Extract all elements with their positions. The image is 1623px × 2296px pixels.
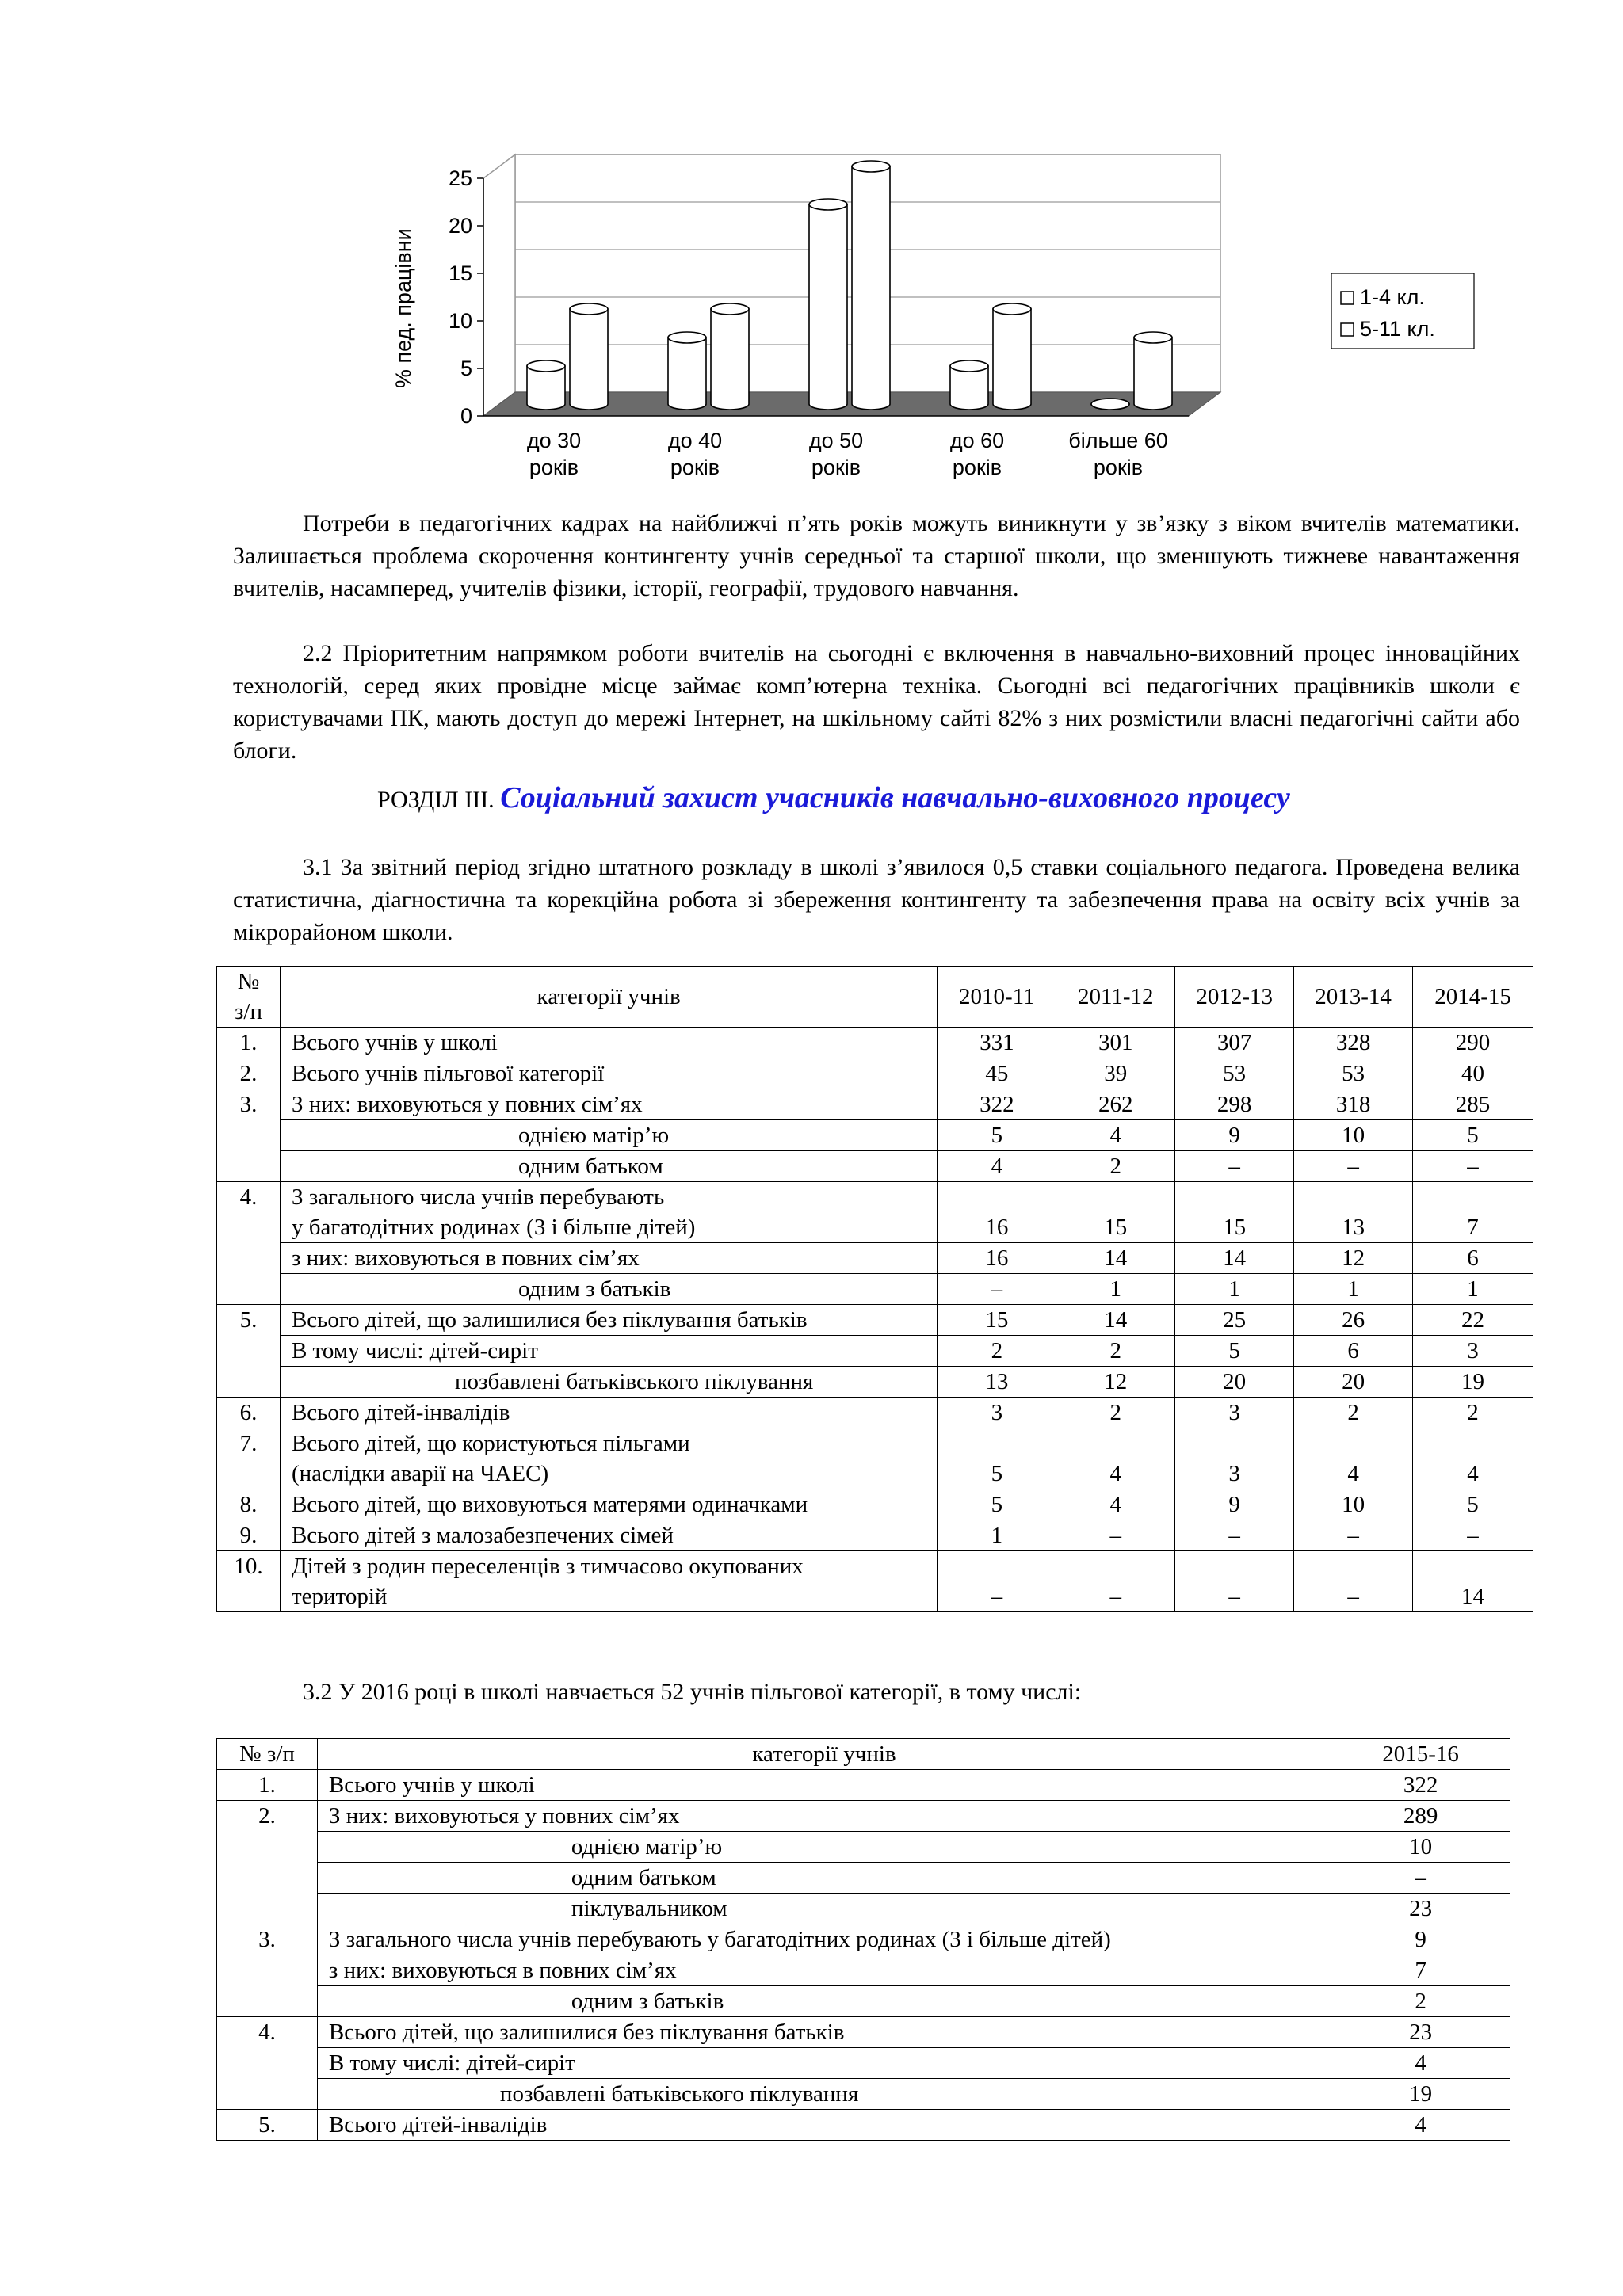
cell-value: 3 (1175, 1428, 1294, 1489)
bar-1-4-3 (950, 360, 988, 410)
row-label: З загального числа учнів перебувають у багатодітних родинах (3 і більше дітей) (317, 1924, 1331, 1955)
y-tick-label: 5 (460, 357, 472, 380)
paragraph-social-pedagogue (233, 851, 1520, 948)
header-year: 2015-16 (1331, 1739, 1510, 1770)
legend-label-1-4: 1-4 кл. (1360, 285, 1425, 309)
x-axis-labels (527, 429, 1168, 479)
table-header-row (217, 967, 1533, 1028)
row-label-line2: (наслідки аварії на ЧАЕС) (291, 1461, 549, 1486)
table-row (217, 1305, 1533, 1336)
cell-value: 16 (938, 1182, 1056, 1243)
cell-value: 10 (1331, 1832, 1510, 1863)
cell-value: 2 (1056, 1336, 1175, 1367)
bar-1-4-1 (668, 332, 706, 410)
cell-value: 5 (938, 1428, 1056, 1489)
cell-value: 9 (1175, 1489, 1294, 1520)
y-axis-ticks (449, 166, 483, 428)
table-row (217, 1801, 1510, 1832)
table-row (217, 1924, 1510, 1955)
cell-value: 289 (1331, 1801, 1510, 1832)
cell-value: 26 (1294, 1305, 1413, 1336)
cell-value: – (1056, 1520, 1175, 1551)
table-row (217, 1489, 1533, 1520)
x-tick-label: до 60 (949, 429, 1005, 452)
table-row (217, 1398, 1533, 1428)
cell-value: 53 (1294, 1058, 1413, 1089)
row-number: 4. (217, 1182, 281, 1305)
row-label: Всього дітей-інвалідів (280, 1398, 937, 1428)
row-label-line1: З загального числа учнів перебувають (291, 1184, 665, 1210)
table-row (217, 1243, 1533, 1274)
cell-value: 3 (1175, 1398, 1294, 1428)
cell-value: 4 (938, 1151, 1056, 1182)
cell-value: – (1175, 1520, 1294, 1551)
cell-value: 1 (1413, 1274, 1533, 1305)
row-label: одним з батьків (280, 1274, 937, 1305)
paragraph-innovation-text: 2.2 Пріоритетним напрямком роботи вчителів на сьогодні є включення в навчально-виховний процес інноваційних технологій, серед яких провідне місце займає комп’ютерна техніка. Сьогодні всі педагогічних працівників школи є користувачами ПК, мають доступ до мережі Інтернет, на шкільному сайті 82% з них розмістили власні педагогічні сайти або блоги. (233, 640, 1520, 764)
cell-value: – (1413, 1151, 1533, 1182)
cell-value: 331 (938, 1028, 1056, 1058)
row-number: 1. (217, 1028, 281, 1058)
cell-value: 19 (1331, 2079, 1510, 2110)
cell-value: 4 (1413, 1428, 1533, 1489)
row-label: піклувальником (317, 1894, 1331, 1924)
cell-value: 2 (1413, 1398, 1533, 1428)
cell-value: 15 (938, 1305, 1056, 1336)
cell-value: 3 (938, 1398, 1056, 1428)
row-label: одним з батьків (317, 1986, 1331, 2017)
table-row (217, 1894, 1510, 1924)
cell-value: 5 (938, 1120, 1056, 1151)
cell-value: 10 (1294, 1120, 1413, 1151)
section-heading (377, 780, 1290, 815)
x-tick-label: до 50 (808, 429, 864, 452)
row-label (280, 1182, 937, 1243)
row-label: з них: виховуються в повних сім’ях (280, 1243, 937, 1274)
chart-legend (1331, 273, 1474, 349)
y-tick-label: 20 (448, 214, 472, 238)
legend-label-5-11: 5-11 кл. (1360, 317, 1435, 341)
cell-value: 14 (1175, 1243, 1294, 1274)
row-label: Всього дітей, що залишилися без піклування батьків (317, 2017, 1331, 2048)
table-row (217, 1520, 1533, 1551)
row-number: 5. (217, 2110, 318, 2141)
table-row (217, 1336, 1533, 1367)
cell-value: 12 (1056, 1367, 1175, 1398)
cell-value: 4 (1056, 1428, 1175, 1489)
row-number: 1. (217, 1770, 318, 1801)
row-label: з них: виховуються в повних сім’ях (317, 1955, 1331, 1986)
row-label: В тому числі: дітей-сиріт (280, 1336, 937, 1367)
legend-marker-5-11 (1341, 323, 1354, 336)
section-heading-prefix: РОЗДІЛ ІІІ. (377, 787, 501, 813)
x-tick-label: років (811, 456, 861, 479)
bar-5-11-4 (1134, 332, 1172, 410)
table-row (217, 1863, 1510, 1894)
cell-value: 7 (1331, 1955, 1510, 1986)
cell-value: 6 (1294, 1336, 1413, 1367)
cell-value: 4 (1056, 1489, 1175, 1520)
cell-value: 5 (1413, 1489, 1533, 1520)
cell-value: 23 (1331, 2017, 1510, 2048)
table-row (217, 2048, 1510, 2079)
cell-value: 322 (938, 1089, 1056, 1120)
y-tick-label: 0 (460, 404, 472, 428)
row-label: Всього дітей, що виховуються матерями одиначками (280, 1489, 937, 1520)
paragraph-social-pedagogue-text: 3.1 За звітний період згідно штатного розкладу в школі з’явилося 0,5 ставки соціального педагога. Проведена велика статистична, діагностична та корекційна робота зі збереження контингенту та забезпечення права на освіту всіх учнів за мікрорайоном школи. (233, 854, 1520, 945)
cell-value: 1 (1294, 1274, 1413, 1305)
cell-value: 13 (938, 1367, 1056, 1398)
header-number-line1: № (237, 969, 260, 994)
x-tick-label: років (952, 456, 1002, 479)
cell-value: 1 (1056, 1274, 1175, 1305)
header-category: категорії учнів (317, 1739, 1331, 1770)
cell-value: 53 (1175, 1058, 1294, 1089)
table-row (217, 1832, 1510, 1863)
table-row (217, 1028, 1533, 1058)
row-label: Всього дітей-інвалідів (317, 2110, 1331, 2141)
header-year: 2011-12 (1056, 967, 1175, 1028)
row-label: одним батьком (317, 1863, 1331, 1894)
row-label: позбавлені батьківського піклування (280, 1367, 937, 1398)
cell-value: 4 (1331, 2048, 1510, 2079)
cell-value: – (1331, 1863, 1510, 1894)
cell-value: 9 (1331, 1924, 1510, 1955)
cell-value: 13 (1294, 1182, 1413, 1243)
row-label: З них: виховуються у повних сім’ях (280, 1089, 937, 1120)
cell-value: 262 (1056, 1089, 1175, 1120)
x-tick-label: років (670, 456, 720, 479)
cell-value: 9 (1175, 1120, 1294, 1151)
cell-value: 1 (938, 1520, 1056, 1551)
table-row (217, 1551, 1533, 1612)
row-number: 10. (217, 1551, 281, 1612)
cell-value: 10 (1294, 1489, 1413, 1520)
row-number: 3. (217, 1924, 318, 2017)
table-row (217, 1986, 1510, 2017)
y-tick-label: 10 (448, 309, 472, 333)
cell-value: – (1413, 1520, 1533, 1551)
cell-value: 322 (1331, 1770, 1510, 1801)
legend-marker-1-4 (1341, 292, 1354, 304)
cell-value: 2 (1294, 1398, 1413, 1428)
table-row (217, 2017, 1510, 2048)
row-label: Всього дітей, що залишилися без піклування батьків (280, 1305, 937, 1336)
header-year: 2012-13 (1175, 967, 1294, 1028)
row-label: Всього дітей з малозабезпечених сімей (280, 1520, 937, 1551)
paragraph-staffing-needs-text: Потреби в педагогічних кадрах на найближчі п’ять років можуть виникнути у зв’язку з віком вчителів математики. Залишається проблема скорочення контингенту учнів середньої та старшої школи, що зменшують тижневе навантаження вчителів, насамперед, учителів фізики, історії, географії, трудового навчання. (233, 510, 1520, 601)
bar-1-4-4 (1091, 399, 1129, 410)
x-tick-label: років (529, 456, 579, 479)
cell-value: 22 (1413, 1305, 1533, 1336)
cell-value: 307 (1175, 1028, 1294, 1058)
bar-5-11-3 (993, 303, 1031, 410)
cell-value: – (1175, 1151, 1294, 1182)
table-header-row (217, 1739, 1510, 1770)
table-row (217, 1120, 1533, 1151)
bar-1-4-2 (809, 199, 847, 410)
table-row (217, 1770, 1510, 1801)
cell-value: 285 (1413, 1089, 1533, 1120)
cell-value: 328 (1294, 1028, 1413, 1058)
cell-value: 6 (1413, 1243, 1533, 1274)
cell-value: 3 (1413, 1336, 1533, 1367)
table-row (217, 1089, 1533, 1120)
cell-value: 14 (1056, 1305, 1175, 1336)
cell-value: 19 (1413, 1367, 1533, 1398)
y-axis-label: % пед. працівни (391, 228, 415, 388)
cell-value: 2 (1331, 1986, 1510, 2017)
row-number: 6. (217, 1398, 281, 1428)
row-number: 8. (217, 1489, 281, 1520)
header-number-line2: з/п (234, 999, 262, 1024)
table-row (217, 2110, 1510, 2141)
cell-value: 23 (1331, 1894, 1510, 1924)
row-label-line2: територій (291, 1584, 388, 1609)
table-row (217, 1428, 1533, 1489)
chart-side-wall (483, 154, 515, 416)
cell-value: 25 (1175, 1305, 1294, 1336)
cell-value: 39 (1056, 1058, 1175, 1089)
row-label: позбавлені батьківського піклування (317, 2079, 1331, 2110)
table-row (217, 1182, 1533, 1243)
cell-value: 20 (1294, 1367, 1413, 1398)
row-number: 5. (217, 1305, 281, 1398)
cell-value: – (1056, 1551, 1175, 1612)
table-row (217, 1367, 1533, 1398)
header-category: категорії учнів (280, 967, 937, 1028)
cell-value: – (1294, 1551, 1413, 1612)
cell-value: 1 (1175, 1274, 1294, 1305)
row-label-line2: у багатодітних родинах (3 і більше дітей) (291, 1215, 696, 1240)
row-label: однією матір’ю (317, 1832, 1331, 1863)
row-label-line1: Дітей з родин переселенців з тимчасово окупованих (291, 1554, 804, 1579)
age-distribution-chart (372, 127, 1498, 491)
table-row (217, 1955, 1510, 1986)
cell-value: 2 (1056, 1151, 1175, 1182)
student-categories-table-2015-16 (216, 1738, 1510, 2141)
table-row (217, 1058, 1533, 1089)
cell-value: 15 (1056, 1182, 1175, 1243)
header-year: 2014-15 (1413, 967, 1533, 1028)
bar-5-11-2 (852, 161, 890, 410)
row-number: 7. (217, 1428, 281, 1489)
cell-value: 298 (1175, 1089, 1294, 1120)
header-number (217, 967, 281, 1028)
cell-value: 15 (1175, 1182, 1294, 1243)
row-label: Всього учнів у школі (280, 1028, 937, 1058)
cell-value: 4 (1056, 1120, 1175, 1151)
row-label: однією матір’ю (280, 1120, 937, 1151)
paragraph-2016-privileged-text: 3.2 У 2016 році в школі навчається 52 учнів пільгової категорії, в тому числі: (303, 1679, 1082, 1705)
row-label (280, 1428, 937, 1489)
cell-value: 12 (1294, 1243, 1413, 1274)
cell-value: 45 (938, 1058, 1056, 1089)
cell-value: 20 (1175, 1367, 1294, 1398)
table-row (217, 1274, 1533, 1305)
bar-5-11-1 (711, 303, 749, 410)
header-year: 2010-11 (938, 967, 1056, 1028)
row-number: 9. (217, 1520, 281, 1551)
cell-value: 301 (1056, 1028, 1175, 1058)
y-tick-label: 25 (448, 166, 472, 190)
bar-1-4-0 (527, 360, 565, 410)
cell-value: 290 (1413, 1028, 1533, 1058)
x-tick-label: до 40 (667, 429, 723, 452)
cell-value: – (1294, 1151, 1413, 1182)
cell-value: 4 (1294, 1428, 1413, 1489)
student-categories-table-2010-2015 (216, 966, 1533, 1612)
header-number: № з/п (217, 1739, 318, 1770)
cell-value: 14 (1413, 1551, 1533, 1612)
paragraph-2016-privileged (233, 1676, 1520, 1708)
table-row (217, 2079, 1510, 2110)
x-tick-label: більше 60 (1068, 429, 1168, 452)
cell-value: 5 (1175, 1336, 1294, 1367)
cell-value: 7 (1413, 1182, 1533, 1243)
row-number: 2. (217, 1801, 318, 1924)
cell-value: 5 (938, 1489, 1056, 1520)
row-label: В тому числі: дітей-сиріт (317, 2048, 1331, 2079)
cell-value: – (1175, 1551, 1294, 1612)
row-label: З них: виховуються у повних сім’ях (317, 1801, 1331, 1832)
cell-value: 16 (938, 1243, 1056, 1274)
row-number: 2. (217, 1058, 281, 1089)
row-label: одним батьком (280, 1151, 937, 1182)
cell-value: – (938, 1551, 1056, 1612)
cell-value: 318 (1294, 1089, 1413, 1120)
paragraph-staffing-needs (233, 507, 1520, 605)
cell-value: 14 (1056, 1243, 1175, 1274)
paragraph-innovation (233, 637, 1520, 767)
cell-value: 2 (938, 1336, 1056, 1367)
row-label: Всього учнів пільгової категорії (280, 1058, 937, 1089)
cell-value: – (1294, 1520, 1413, 1551)
row-label (280, 1551, 937, 1612)
table-row (217, 1151, 1533, 1182)
row-number: 3. (217, 1089, 281, 1182)
x-tick-label: до 30 (526, 429, 582, 452)
cell-value: 2 (1056, 1398, 1175, 1428)
row-label: Всього учнів у школі (317, 1770, 1331, 1801)
cell-value: 40 (1413, 1058, 1533, 1089)
cell-value: 5 (1413, 1120, 1533, 1151)
header-year: 2013-14 (1294, 967, 1413, 1028)
cell-value: – (938, 1274, 1056, 1305)
y-tick-label: 15 (448, 261, 472, 285)
bar-5-11-0 (570, 303, 608, 410)
x-tick-label: років (1093, 456, 1144, 479)
row-label-line1: Всього дітей, що користуються пільгами (291, 1431, 690, 1456)
cell-value: 4 (1331, 2110, 1510, 2141)
row-number: 4. (217, 2017, 318, 2110)
section-heading-title: Соціальний захист учасників навчально-виховного процесу (500, 781, 1290, 814)
